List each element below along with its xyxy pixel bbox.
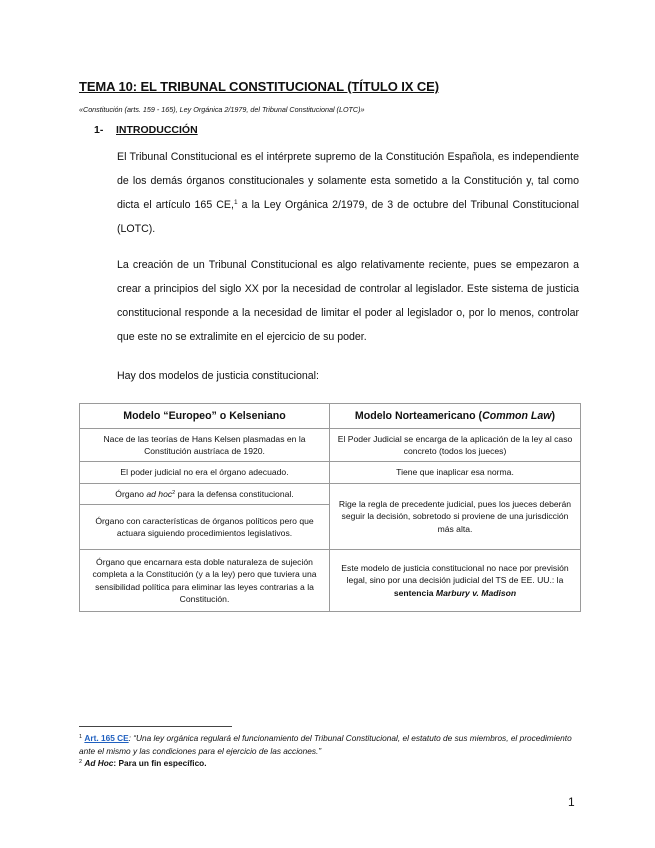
footnote-2-text: : Para un fin específico. xyxy=(113,758,207,768)
table-cell: Rige la regla de precedente judicial, pues los jueces deberán seguir la decisión, sobretodo si proviene de una jurisdicción más alta. xyxy=(330,484,581,550)
cell-text: Este modelo de justicia constitucional no nace por previsión legal, sino por una decisión judicial del TS de EE. UU.: la xyxy=(341,562,569,586)
table-row xyxy=(80,429,581,462)
table-header-row xyxy=(80,404,581,429)
cell-bold-italic-text: Marbury v. Madison xyxy=(435,587,517,598)
table-cell: Nace de las teorías de Hans Kelsen plasmadas en la Constitución austríaca de 1920. xyxy=(80,429,330,462)
table-cell: Órgano que encarnara esta doble naturaleza de sujeción completa a la Constitución (y a la ley) pero que tuviera una sensibilidad política para eliminar las leyes contrarias a la Constitución. xyxy=(80,550,330,612)
table-row xyxy=(80,550,581,612)
footnote-1 xyxy=(79,732,581,757)
table-cell xyxy=(330,550,581,612)
footnote-separator xyxy=(79,726,232,727)
header-american-italic: Common Law xyxy=(482,409,552,422)
paragraph-history: La creación de un Tribunal Constitucional es algo relativamente reciente, pues se empezaron a crear a principios del siglo XX por la necesidad de controlar al legislador. Este sistema de justicia constitucional responde a la necesidad de limitar el poder al legislador o, por lo menos, controlar que este no se extralimite en el ejercicio de su poder. xyxy=(117,259,579,343)
paragraph-models-intro: Hay dos modelos de justicia constitucional: xyxy=(117,370,319,382)
footnote-reference-1[interactable]: 1 xyxy=(233,199,238,206)
table-cell: El poder judicial no era el órgano adecuado. xyxy=(80,462,330,484)
header-american-prefix: Modelo Norteamericano ( xyxy=(354,409,483,422)
header-european-model: Modelo “Europeo” o Kelseniano xyxy=(80,404,330,429)
section-heading xyxy=(94,124,198,136)
footnote-number: 1 xyxy=(79,734,83,740)
header-american-model xyxy=(330,404,581,429)
cell-text: Órgano xyxy=(115,488,147,499)
footnote-2 xyxy=(79,757,581,770)
table-cell: Tiene que inaplicar esa norma. xyxy=(330,462,581,484)
footnote-2-term: Ad Hoc xyxy=(84,758,114,768)
footnote-1-text: : “Una ley orgánica regulará el funcionamiento del Tribunal Constitucional, el estatuto de sus miembros, el procedimiento ante el mismo y las condiciones para el ejercicio de las acciones.” xyxy=(79,733,572,756)
paragraph-intro xyxy=(117,145,579,241)
models-comparison-table xyxy=(79,403,581,612)
paragraph-intro-text-a: El Tribunal Constitucional es el intérprete supremo de la Constitución Española, es independiente de los demás órganos constitucionales y solamente esta sometido a la Constitución y, tal como dicta el artículo 165 CE, xyxy=(117,151,579,211)
table-row xyxy=(80,462,581,484)
section-number: 1- xyxy=(94,124,104,136)
cell-text: para la defensa constitucional. xyxy=(175,488,294,499)
article-165-link[interactable]: Art. 165 CE xyxy=(84,733,129,743)
table-cell: El Poder Judicial se encarga de la aplicación de la ley al caso concreto (todos los jueces) xyxy=(330,429,581,462)
table-row xyxy=(80,484,581,505)
header-american-suffix: ) xyxy=(551,409,556,422)
section-title: INTRODUCCIÓN xyxy=(116,124,198,136)
footnote-number: 2 xyxy=(79,759,83,765)
paragraph-intro-text-b: a la Ley Orgánica 2/1979, de 3 de octubre del Tribunal Constitucional (LOTC). xyxy=(117,199,579,235)
document-subtitle: «Constitución (arts. 159 - 165), Ley Orgánica 2/1979, del Tribunal Constitucional (LOTC)» xyxy=(79,105,365,114)
cell-bold-text: sentencia xyxy=(393,587,436,598)
footnote-reference-2[interactable]: 2 xyxy=(172,489,176,496)
cell-italic-text: ad hoc xyxy=(146,488,173,499)
table-cell: Órgano con características de órganos políticos pero que actuara siguiendo procedimientos legislativos. xyxy=(80,505,330,550)
document-title: TEMA 10: EL TRIBUNAL CONSTITUCIONAL (TÍTULO IX CE) xyxy=(79,79,439,94)
page-number: 1 xyxy=(568,795,575,809)
table-cell xyxy=(80,484,330,505)
